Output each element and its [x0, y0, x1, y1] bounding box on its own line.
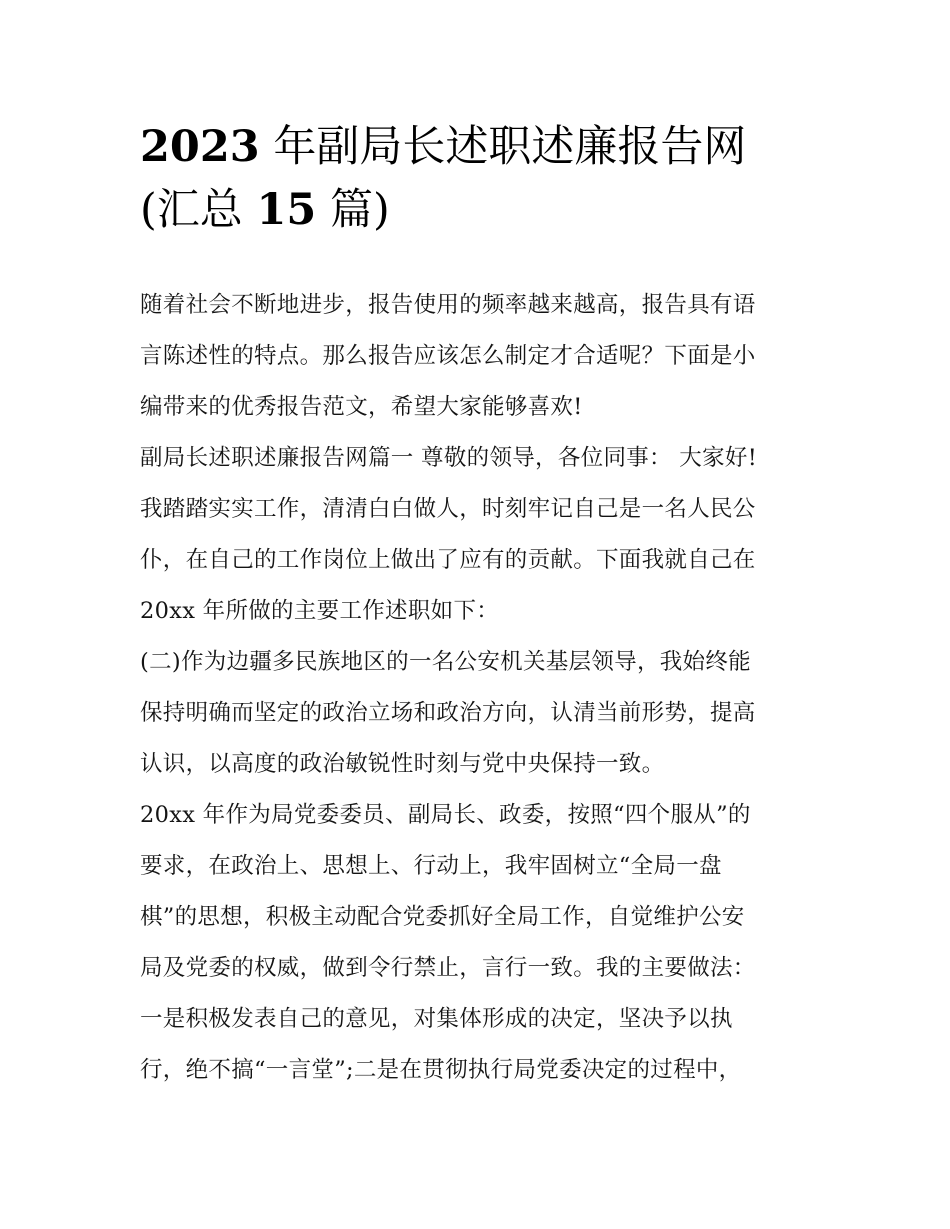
body-line: 20xx 年所做的主要工作述职如下：: [140, 598, 500, 624]
body-line: 保持明确而坚定的政治立场和政治方向，认清当前形势，提高: [140, 700, 756, 726]
body-line: 局及党委的权威，做到令行禁止，言行一致。我的主要做法：: [140, 955, 756, 981]
document-body: [140, 280, 830, 1096]
title-main-text: 年副局长述职述廉报告网: [259, 122, 747, 172]
body-line: 仆，在自己的工作岗位上做出了应有的贡献。下面我就自己在: [140, 547, 756, 573]
body-line: 行，绝不搞“一言堂”;二是在贯彻执行局党委决定的过程中，: [140, 1057, 742, 1083]
body-line: 要求，在政治上、思想上、行动上，我牢固树立“全局一盘: [140, 853, 722, 879]
body-line: (二)作为边疆多民族地区的一名公安机关基层领导，我始终能: [140, 649, 751, 675]
body-line: 编带来的优秀报告范文，希望大家能够喜欢!: [140, 394, 583, 420]
body-line: 随着社会不断地进步，报告使用的频率越来越高，报告具有语: [140, 292, 756, 318]
body-line: 我踏踏实实工作，清清白白做人，时刻牢记自己是一名人民公: [140, 496, 756, 522]
title-paren-close: 篇): [316, 185, 390, 235]
title-year: 2023: [140, 122, 260, 172]
body-line: 认识，以高度的政治敏锐性时刻与党中央保持一致。: [140, 751, 665, 777]
document-title: [140, 116, 840, 242]
title-line-2: [140, 179, 840, 242]
body-line: 言陈述性的特点。那么报告应该怎么制定才合适呢？下面是小: [140, 343, 756, 369]
body-line: 一是积极发表自己的意见，对集体形成的决定，坚决予以执: [140, 1006, 733, 1032]
title-paren-open: (汇总: [140, 185, 257, 235]
body-line: 棋”的思想，积极主动配合党委抓好全局工作，自觉维护公安: [140, 904, 745, 930]
title-count: 15: [256, 185, 317, 235]
title-line-1: [140, 116, 840, 179]
body-line: 20xx 年作为局党委委员、副局长、政委，按照“四个服从”的: [140, 802, 751, 828]
body-line: 副局长述职述廉报告网篇一 尊敬的领导，各位同事： 大家好!: [140, 445, 758, 471]
